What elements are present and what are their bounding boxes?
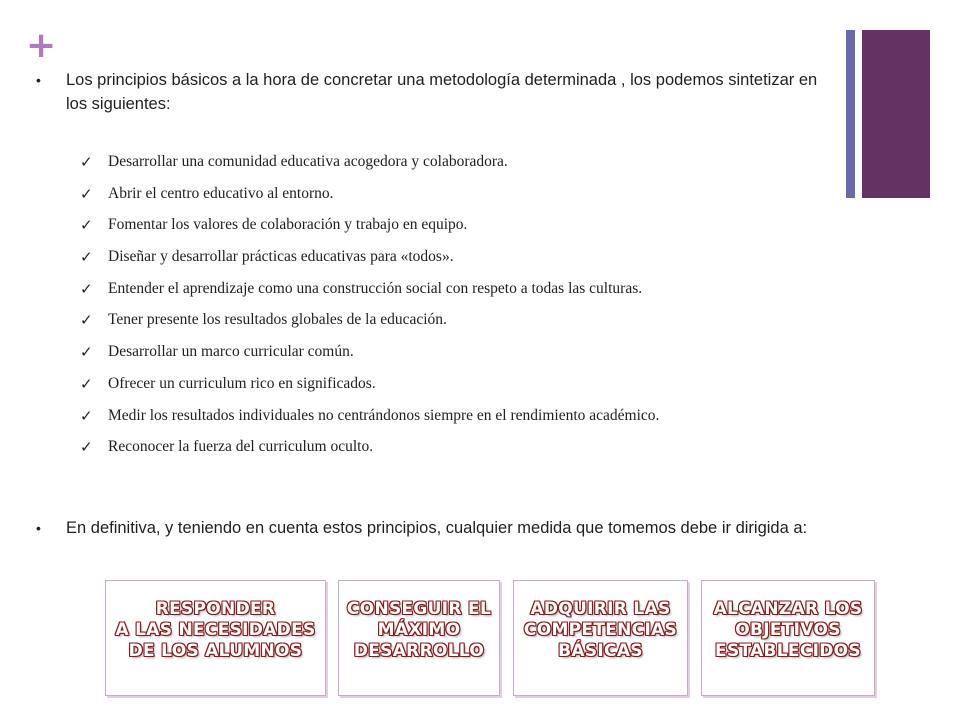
goal-line: CONSEGUIR EL bbox=[346, 599, 492, 619]
checklist-item bbox=[80, 339, 880, 371]
goal-line: BÁSICAS bbox=[558, 641, 643, 661]
goal-box-responder bbox=[105, 580, 326, 696]
check-icon: ✓ bbox=[80, 184, 93, 203]
check-icon: ✓ bbox=[80, 153, 93, 171]
check-icon: ✓ bbox=[80, 248, 93, 267]
goal-line: ADQUIRIR LAS bbox=[530, 599, 671, 619]
check-icon: ✓ bbox=[80, 406, 93, 425]
checklist-item-text: Tener presente los resultados globales de la educación. bbox=[108, 311, 447, 329]
goal-line: OBJETIVOS bbox=[735, 620, 841, 640]
principles-checklist bbox=[80, 149, 880, 466]
checklist-item bbox=[80, 212, 880, 244]
checklist-item bbox=[80, 181, 880, 213]
checklist-item bbox=[80, 307, 880, 339]
check-icon: ✓ bbox=[80, 311, 93, 330]
checklist-item bbox=[80, 276, 880, 308]
goal-line: A LAS NECESIDADES bbox=[115, 620, 316, 640]
check-icon: ✓ bbox=[80, 216, 93, 235]
goal-line: COMPETENCIAS bbox=[523, 620, 678, 640]
plus-decoration: + bbox=[26, 25, 57, 66]
checklist-item-text: Ofrecer un curriculum rico en significados. bbox=[108, 374, 376, 392]
goal-line: ALCANZAR LOS bbox=[713, 599, 863, 619]
intro-bullet bbox=[36, 68, 826, 118]
checklist-item bbox=[80, 403, 880, 435]
checklist-item-text: Desarrollar una comunidad educativa acogedora y colaboradora. bbox=[108, 153, 508, 170]
goal-line: DE LOS ALUMNOS bbox=[128, 641, 303, 661]
check-icon: ✓ bbox=[80, 374, 93, 393]
intro-bullet-text: Los principios básicos a la hora de concretar una metodología determinada , los podemos sintetizar en los siguientes: bbox=[66, 71, 818, 113]
checklist-item bbox=[80, 371, 880, 403]
goal-line: ESTABLECIDOS bbox=[715, 641, 861, 661]
bullet-marker: • bbox=[36, 520, 41, 536]
check-icon: ✓ bbox=[80, 279, 93, 298]
goal-box-conseguir bbox=[338, 580, 500, 696]
check-icon: ✓ bbox=[80, 438, 93, 457]
goal-line: RESPONDER bbox=[155, 599, 276, 619]
checklist-item-text: Medir los resultados individuales no centrándonos siempre en el rendimiento académico. bbox=[108, 406, 660, 424]
check-icon: ✓ bbox=[80, 343, 93, 362]
checklist-item-text: Entender el aprendizaje como una construcción social con respeto a todas las culturas. bbox=[108, 279, 643, 297]
conclusion-bullet bbox=[36, 516, 906, 566]
checklist-item-text: Desarrollar un marco curricular común. bbox=[108, 343, 354, 361]
conclusion-bullet-text: En definitiva, y teniendo en cuenta estos principios, cualquier medida que tomemos debe ir dirigida a: bbox=[66, 519, 808, 537]
checklist-item-text: Abrir el centro educativo al entorno. bbox=[108, 184, 334, 202]
goal-line: DESARROLLO bbox=[353, 641, 485, 661]
checklist-item-text: Diseñar y desarrollar prácticas educativas para «todos». bbox=[108, 248, 454, 266]
checklist-item bbox=[80, 434, 880, 466]
goal-box-adquirir bbox=[513, 580, 688, 696]
checklist-item-text: Reconocer la fuerza del curriculum oculto. bbox=[108, 438, 374, 456]
checklist-item bbox=[80, 244, 880, 276]
bullet-marker: • bbox=[36, 72, 41, 88]
goal-box-alcanzar bbox=[701, 580, 875, 696]
goal-line: MÁXIMO bbox=[377, 620, 461, 640]
checklist-item bbox=[80, 149, 880, 181]
checklist-item-text: Fomentar los valores de colaboración y trabajo en equipo. bbox=[108, 216, 468, 234]
